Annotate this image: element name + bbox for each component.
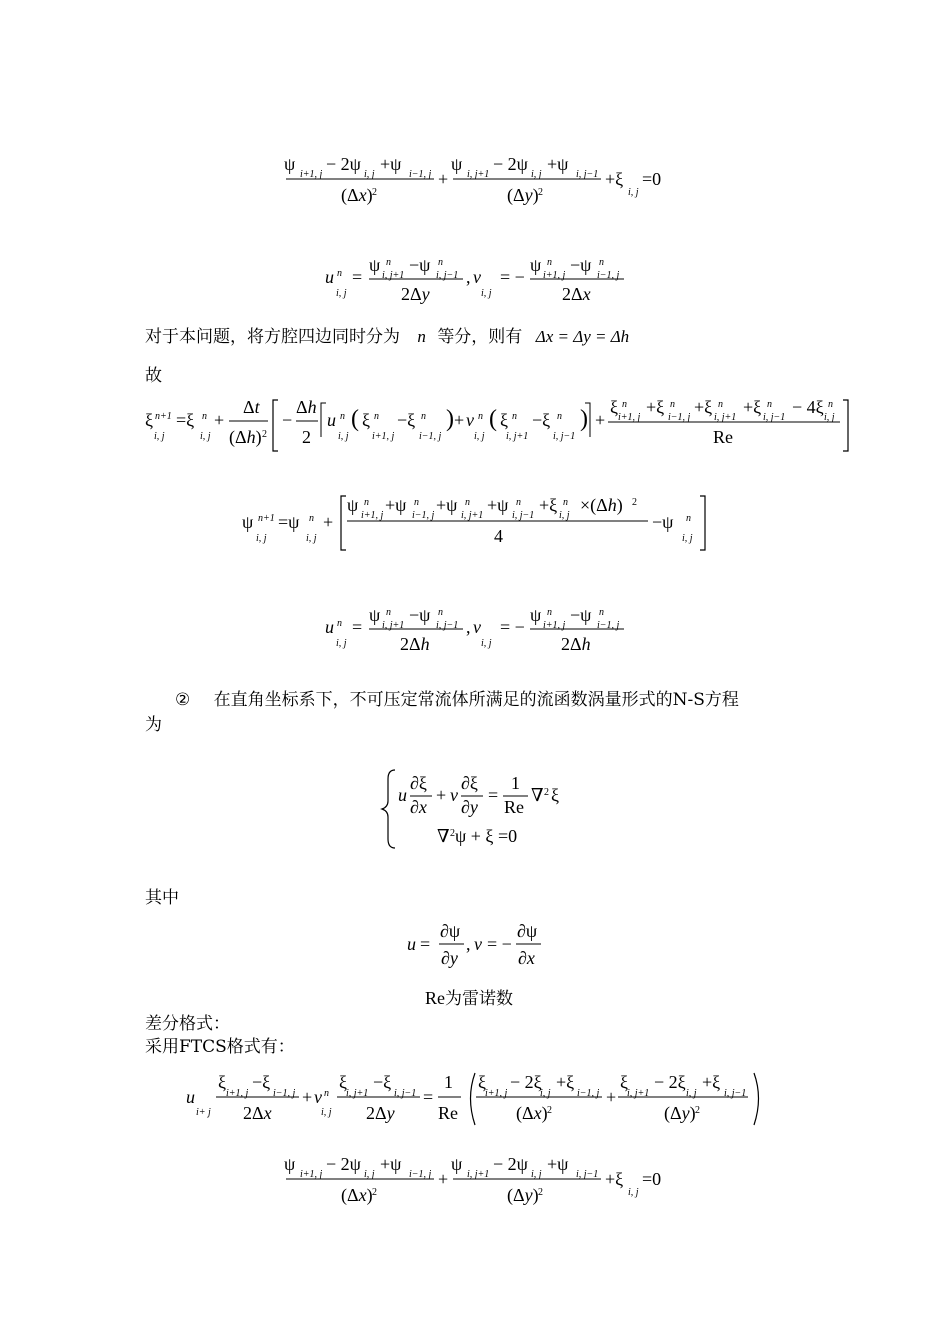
svg-text:n: n bbox=[386, 607, 391, 618]
svg-text:ψ: ψ bbox=[451, 154, 463, 174]
svg-text:i, j−1: i, j−1 bbox=[576, 1169, 599, 1180]
svg-text:i, j: i, j bbox=[338, 431, 349, 442]
svg-text:i, j: i, j bbox=[686, 1088, 697, 1099]
svg-text:i, j−1: i, j−1 bbox=[512, 510, 535, 521]
svg-text:+ψ: +ψ bbox=[380, 154, 402, 174]
svg-text:v: v bbox=[466, 410, 474, 430]
svg-text:n: n bbox=[421, 411, 426, 422]
text-reynolds-note bbox=[425, 986, 513, 1011]
svg-text:=0: =0 bbox=[642, 1169, 662, 1189]
svg-text:−ψ: −ψ bbox=[409, 255, 431, 275]
svg-text:v: v bbox=[450, 785, 458, 805]
svg-text:i, j: i, j bbox=[628, 1187, 639, 1198]
svg-text:− 2ψ: − 2ψ bbox=[326, 1154, 361, 1174]
svg-text:+ψ: +ψ bbox=[547, 1154, 569, 1174]
svg-text:i, j: i, j bbox=[559, 510, 570, 521]
svg-text:n: n bbox=[686, 513, 691, 524]
svg-text:ξ: ξ bbox=[610, 397, 619, 417]
equation-velocity-definition bbox=[0, 915, 950, 985]
svg-text:i, j−1: i, j−1 bbox=[436, 270, 459, 281]
svg-text:+ξ: +ξ bbox=[605, 1169, 624, 1189]
svg-text:i, j−1: i, j−1 bbox=[553, 431, 576, 442]
svg-text:− 4ξ: − 4ξ bbox=[792, 397, 824, 417]
svg-text:v: v bbox=[473, 267, 481, 287]
svg-text:u: u bbox=[186, 1087, 195, 1107]
text-division-pre: 对于本问题，将方腔四边同时分为 bbox=[145, 327, 400, 347]
svg-text:2: 2 bbox=[538, 1187, 543, 1198]
svg-text:n: n bbox=[337, 618, 342, 629]
svg-text:n: n bbox=[718, 399, 723, 410]
svg-text:n: n bbox=[828, 399, 833, 410]
svg-text:n: n bbox=[599, 607, 604, 618]
svg-text:2: 2 bbox=[547, 1105, 552, 1116]
svg-text:ψ: ψ bbox=[284, 1154, 296, 1174]
svg-text:− 2ξ: − 2ξ bbox=[654, 1072, 686, 1092]
svg-text:i+1, j: i+1, j bbox=[361, 510, 384, 521]
svg-text:=ψ: =ψ bbox=[278, 512, 300, 532]
svg-text:n: n bbox=[364, 497, 369, 508]
svg-text:∂x: ∂x bbox=[410, 797, 427, 817]
svg-text:u: u bbox=[407, 934, 416, 954]
equation-ftcs-vorticity bbox=[0, 1063, 950, 1133]
svg-text:n+1: n+1 bbox=[155, 411, 172, 422]
svg-text:i, j: i, j bbox=[200, 431, 211, 442]
svg-text:v: v bbox=[474, 934, 482, 954]
svg-text:+ξ: +ξ bbox=[646, 397, 665, 417]
svg-text:i, j+1: i, j+1 bbox=[346, 1088, 369, 1099]
svg-text:− 2ξ: − 2ξ bbox=[510, 1072, 542, 1092]
svg-text:i, j: i, j bbox=[531, 169, 542, 180]
svg-text:∇: ∇ bbox=[437, 826, 450, 846]
svg-text:+: + bbox=[438, 1169, 449, 1189]
text-division-mid: 等分，则有 bbox=[437, 327, 523, 347]
svg-text:+: + bbox=[606, 1087, 617, 1107]
svg-text:n: n bbox=[547, 607, 552, 618]
svg-text:2: 2 bbox=[372, 1187, 377, 1198]
svg-text:n: n bbox=[516, 497, 521, 508]
svg-text:i, j−1: i, j−1 bbox=[724, 1088, 747, 1099]
svg-text:n: n bbox=[309, 513, 314, 524]
svg-text:n: n bbox=[622, 399, 627, 410]
svg-text:(Δy): (Δy) bbox=[507, 1185, 539, 1205]
svg-text:n: n bbox=[374, 411, 379, 422]
svg-text:i+1, j: i+1, j bbox=[543, 620, 566, 631]
svg-text:+: + bbox=[323, 512, 334, 532]
svg-text:ξ: ξ bbox=[145, 410, 154, 430]
svg-text:∇: ∇ bbox=[531, 785, 544, 805]
svg-text:,: , bbox=[466, 617, 471, 637]
svg-text:ψ: ψ bbox=[451, 1154, 463, 1174]
svg-text:+ψ: +ψ bbox=[547, 154, 569, 174]
svg-text:): ) bbox=[446, 406, 454, 432]
text-paragraph-two-cont: 为 bbox=[145, 715, 162, 735]
svg-text:∂ξ: ∂ξ bbox=[410, 773, 427, 793]
svg-text:−: − bbox=[282, 410, 293, 430]
svg-text:−ψ: −ψ bbox=[570, 605, 592, 625]
svg-text:n: n bbox=[547, 257, 552, 268]
svg-text:−ξ: −ξ bbox=[252, 1072, 271, 1092]
text-division-n: n bbox=[417, 327, 426, 346]
svg-text:− 2ψ: − 2ψ bbox=[493, 154, 528, 174]
svg-text:i, j+1: i, j+1 bbox=[467, 169, 490, 180]
svg-text:u: u bbox=[325, 267, 334, 287]
svg-text:i, j: i, j bbox=[154, 431, 165, 442]
equation-psi-update bbox=[0, 490, 950, 560]
svg-text:i, j−1: i, j−1 bbox=[436, 620, 459, 631]
svg-text:i−1, j: i−1, j bbox=[412, 510, 435, 521]
svg-text:4: 4 bbox=[494, 526, 503, 546]
svg-text:i+1, j: i+1, j bbox=[226, 1088, 249, 1099]
svg-text:(Δy): (Δy) bbox=[664, 1103, 696, 1123]
text-line-division bbox=[145, 325, 629, 349]
equation-psi-poisson-bottom bbox=[0, 1145, 950, 1215]
svg-text:ξ: ξ bbox=[339, 1072, 348, 1092]
text-where: 其中 bbox=[145, 888, 179, 908]
equation-velocity-dh bbox=[0, 600, 950, 670]
svg-text:= −: = − bbox=[487, 934, 512, 954]
svg-text:(: ( bbox=[489, 406, 497, 432]
svg-text:∂y: ∂y bbox=[441, 948, 458, 968]
svg-text:−ψ: −ψ bbox=[570, 255, 592, 275]
svg-text:1: 1 bbox=[444, 1072, 453, 1092]
svg-text:− 2ψ: − 2ψ bbox=[326, 154, 361, 174]
svg-text:i, j: i, j bbox=[531, 1169, 542, 1180]
svg-text:+ξ: +ξ bbox=[743, 397, 762, 417]
svg-text:1: 1 bbox=[511, 773, 520, 793]
svg-text:i, j: i, j bbox=[824, 412, 835, 423]
svg-text:ξ: ξ bbox=[551, 785, 560, 805]
svg-text:2Δy: 2Δy bbox=[366, 1103, 395, 1123]
svg-text:i−1, j: i−1, j bbox=[668, 412, 691, 423]
svg-text:i+ j: i+ j bbox=[196, 1107, 211, 1118]
svg-text:2: 2 bbox=[632, 497, 637, 508]
svg-text:+ψ: +ψ bbox=[436, 495, 458, 515]
svg-text:i, j: i, j bbox=[336, 288, 347, 299]
svg-text:Re: Re bbox=[504, 797, 524, 817]
svg-text:2: 2 bbox=[262, 429, 267, 440]
svg-text:+: + bbox=[438, 169, 449, 189]
svg-text:i, j: i, j bbox=[364, 1169, 375, 1180]
svg-text:i, j+1: i, j+1 bbox=[461, 510, 484, 521]
svg-text:+: + bbox=[436, 785, 447, 805]
svg-text:+ψ: +ψ bbox=[380, 1154, 402, 1174]
svg-text:ψ: ψ bbox=[369, 605, 381, 625]
svg-text:(: ( bbox=[351, 406, 359, 432]
svg-text:(Δx): (Δx) bbox=[516, 1103, 548, 1123]
svg-text:=: = bbox=[423, 1087, 434, 1107]
svg-text:i, j: i, j bbox=[364, 169, 375, 180]
svg-text:2: 2 bbox=[695, 1105, 700, 1116]
svg-text:+ξ: +ξ bbox=[702, 1072, 721, 1092]
svg-text:n: n bbox=[557, 411, 562, 422]
svg-text:i+1, j: i+1, j bbox=[618, 412, 641, 423]
svg-text:2: 2 bbox=[302, 427, 311, 447]
svg-text:n: n bbox=[340, 411, 345, 422]
text-ftcs: 采用FTCS格式有： bbox=[145, 1037, 295, 1057]
svg-text:n: n bbox=[563, 497, 568, 508]
svg-text:,: , bbox=[466, 934, 471, 954]
svg-text:(Δx): (Δx) bbox=[341, 185, 373, 205]
svg-text:−ξ: −ξ bbox=[373, 1072, 392, 1092]
svg-text:i, j+1: i, j+1 bbox=[506, 431, 529, 442]
svg-text:v: v bbox=[473, 617, 481, 637]
paragraph-two-body: 在直角坐标系下，不可压定常流体所满足的流函数涡量形式的N-S方程 bbox=[213, 690, 739, 710]
text-paragraph-two bbox=[175, 688, 739, 712]
svg-text:i+1, j: i+1, j bbox=[543, 270, 566, 281]
svg-text:i−1, j: i−1, j bbox=[577, 1088, 600, 1099]
svg-text:2Δy: 2Δy bbox=[401, 284, 430, 304]
svg-text:i+1, j: i+1, j bbox=[300, 169, 323, 180]
svg-text:=: = bbox=[488, 785, 499, 805]
svg-text:Re: Re bbox=[438, 1103, 458, 1123]
svg-text:i−1, j: i−1, j bbox=[409, 169, 432, 180]
svg-text:+ξ: +ξ bbox=[556, 1072, 575, 1092]
svg-text:n: n bbox=[438, 607, 443, 618]
svg-text:i, j: i, j bbox=[682, 533, 693, 544]
svg-text:i, j+1: i, j+1 bbox=[382, 270, 405, 281]
svg-text:i+1, j: i+1, j bbox=[485, 1088, 508, 1099]
svg-text:i−1, j: i−1, j bbox=[273, 1088, 296, 1099]
svg-text:n: n bbox=[438, 257, 443, 268]
svg-text:∂ψ: ∂ψ bbox=[440, 921, 461, 941]
svg-text:i, j+1: i, j+1 bbox=[467, 1169, 490, 1180]
svg-text:= −: = − bbox=[500, 267, 525, 287]
svg-text:i, j: i, j bbox=[481, 288, 492, 299]
svg-text:+ξ: +ξ bbox=[539, 495, 558, 515]
svg-text:i+1, j: i+1, j bbox=[300, 1169, 323, 1180]
text-difference-scheme: 差分格式： bbox=[145, 1014, 230, 1034]
reynolds-symbol: Re bbox=[425, 988, 445, 1008]
svg-text:n: n bbox=[324, 1088, 329, 1099]
equation-ns-system bbox=[0, 765, 950, 855]
svg-text:u: u bbox=[325, 617, 334, 637]
svg-text:−ψ: −ψ bbox=[409, 605, 431, 625]
svg-text:i, j: i, j bbox=[336, 638, 347, 649]
svg-text:n: n bbox=[337, 268, 342, 279]
svg-text:): ) bbox=[580, 406, 588, 432]
svg-text:n: n bbox=[670, 399, 675, 410]
svg-text:+: + bbox=[595, 410, 606, 430]
svg-text:i, j+1: i, j+1 bbox=[627, 1088, 650, 1099]
svg-text:ξ: ξ bbox=[620, 1072, 629, 1092]
svg-text:+ψ: +ψ bbox=[487, 495, 509, 515]
svg-text:= −: = − bbox=[500, 617, 525, 637]
svg-text:ξ: ξ bbox=[500, 410, 509, 430]
svg-text:n: n bbox=[599, 257, 604, 268]
svg-text:i, j−1: i, j−1 bbox=[576, 169, 599, 180]
svg-text:i, j: i, j bbox=[628, 187, 639, 198]
svg-text:ξ: ξ bbox=[218, 1072, 227, 1092]
svg-text:u: u bbox=[398, 785, 407, 805]
svg-text:i−1, j: i−1, j bbox=[409, 1169, 432, 1180]
reynolds-description: 为雷诺数 bbox=[445, 989, 513, 1009]
svg-text:2: 2 bbox=[450, 828, 455, 839]
svg-text:Δt: Δt bbox=[243, 397, 260, 417]
svg-text:=: = bbox=[352, 617, 363, 637]
svg-text:(Δh): (Δh) bbox=[229, 427, 262, 447]
svg-text:i, j: i, j bbox=[540, 1088, 551, 1099]
svg-text:u: u bbox=[327, 410, 336, 430]
svg-text:i, j: i, j bbox=[481, 638, 492, 649]
svg-text:ψ: ψ bbox=[284, 154, 296, 174]
svg-text:(Δy): (Δy) bbox=[507, 185, 539, 205]
svg-text:,: , bbox=[466, 267, 471, 287]
text-division-eq: Δx = Δy = Δh bbox=[535, 327, 630, 346]
svg-text:∂y: ∂y bbox=[461, 797, 478, 817]
svg-text:n: n bbox=[414, 497, 419, 508]
svg-text:Δh: Δh bbox=[296, 397, 317, 417]
svg-text:2Δh: 2Δh bbox=[561, 634, 591, 654]
svg-text:−ψ: −ψ bbox=[652, 512, 674, 532]
svg-text:ψ: ψ bbox=[369, 255, 381, 275]
svg-text:∂x: ∂x bbox=[518, 948, 535, 968]
svg-text:=ξ: =ξ bbox=[176, 410, 195, 430]
svg-text:2: 2 bbox=[544, 787, 549, 798]
svg-text:+ψ: +ψ bbox=[385, 495, 407, 515]
svg-text:+: + bbox=[214, 410, 225, 430]
svg-text:i−1, j: i−1, j bbox=[597, 270, 620, 281]
text-therefore: 故 bbox=[145, 366, 162, 386]
equation-vorticity-update bbox=[0, 393, 950, 463]
svg-text:−ξ: −ξ bbox=[532, 410, 551, 430]
svg-text:i, j+1: i, j+1 bbox=[714, 412, 737, 423]
svg-text:(Δx): (Δx) bbox=[341, 1185, 373, 1205]
svg-text:∂ψ: ∂ψ bbox=[517, 921, 538, 941]
svg-text:n: n bbox=[512, 411, 517, 422]
svg-text:2: 2 bbox=[538, 187, 543, 198]
svg-text:i+1, j: i+1, j bbox=[372, 431, 395, 442]
svg-text:ψ: ψ bbox=[530, 255, 542, 275]
svg-text:i, j: i, j bbox=[321, 1107, 332, 1118]
svg-text:2Δx: 2Δx bbox=[562, 284, 591, 304]
svg-text:ψ + ξ =0: ψ + ξ =0 bbox=[455, 826, 518, 846]
svg-text:i−1, j: i−1, j bbox=[597, 620, 620, 631]
svg-text:n+1: n+1 bbox=[258, 513, 275, 524]
svg-text:ξ: ξ bbox=[362, 410, 371, 430]
svg-text:=: = bbox=[352, 267, 363, 287]
svg-text:v: v bbox=[314, 1087, 322, 1107]
svg-text:+: + bbox=[302, 1087, 313, 1107]
svg-text:i, j−1: i, j−1 bbox=[763, 412, 786, 423]
svg-text:i, j: i, j bbox=[306, 533, 317, 544]
svg-text:+ξ: +ξ bbox=[605, 169, 624, 189]
svg-text:×(Δh): ×(Δh) bbox=[580, 495, 623, 515]
svg-text:i, j: i, j bbox=[256, 533, 267, 544]
svg-text:=0: =0 bbox=[642, 169, 662, 189]
svg-text:i, j−1: i, j−1 bbox=[394, 1088, 417, 1099]
svg-text:n: n bbox=[202, 411, 207, 422]
svg-text:− 2ψ: − 2ψ bbox=[493, 1154, 528, 1174]
svg-text:ξ: ξ bbox=[478, 1072, 487, 1092]
svg-text:=: = bbox=[420, 934, 431, 954]
svg-text:+ξ: +ξ bbox=[694, 397, 713, 417]
svg-text:i, j+1: i, j+1 bbox=[382, 620, 405, 631]
paragraph-marker: ② bbox=[175, 690, 191, 710]
svg-text:i−1, j: i−1, j bbox=[419, 431, 442, 442]
svg-text:ψ: ψ bbox=[242, 512, 254, 532]
svg-text:∂ξ: ∂ξ bbox=[461, 773, 478, 793]
svg-text:2: 2 bbox=[372, 187, 377, 198]
svg-text:n: n bbox=[386, 257, 391, 268]
equation-velocity-dy-dx bbox=[0, 250, 950, 320]
svg-text:n: n bbox=[767, 399, 772, 410]
svg-text:+: + bbox=[454, 410, 465, 430]
svg-text:Re: Re bbox=[713, 427, 733, 447]
svg-text:2Δx: 2Δx bbox=[243, 1103, 272, 1123]
svg-text:n: n bbox=[465, 497, 470, 508]
svg-text:2Δh: 2Δh bbox=[400, 634, 430, 654]
svg-text:ψ: ψ bbox=[530, 605, 542, 625]
svg-text:n: n bbox=[478, 411, 483, 422]
svg-text:i, j: i, j bbox=[474, 431, 485, 442]
equation-psi-poisson-top bbox=[0, 145, 950, 215]
svg-text:−ξ: −ξ bbox=[397, 410, 416, 430]
svg-text:ψ: ψ bbox=[347, 495, 359, 515]
